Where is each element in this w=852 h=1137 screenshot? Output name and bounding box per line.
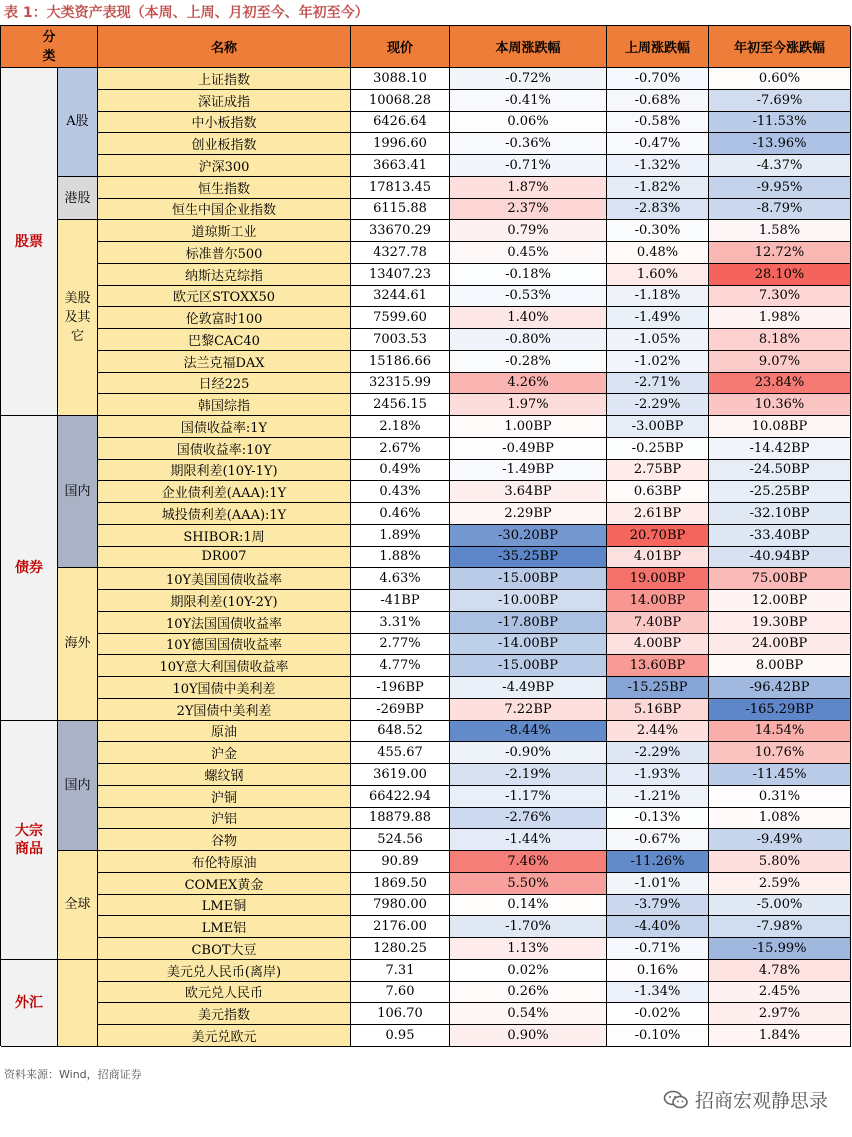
row-price: 1.88% [351, 547, 450, 569]
row-ytd: -9.49% [709, 829, 851, 851]
row-this-week: -1.17% [450, 786, 607, 808]
row-ytd: 23.84% [709, 373, 851, 395]
row-name: 10Y德国国债收益率 [98, 634, 351, 656]
row-name: 美元兑欧元 [98, 1025, 351, 1047]
row-price: 10068.28 [351, 90, 450, 112]
row-this-week: 1.40% [450, 307, 607, 329]
row-this-week: 0.79% [450, 220, 607, 242]
row-price: 17813.45 [351, 177, 450, 199]
row-name: 韩国综指 [98, 394, 351, 416]
row-name: LME铝 [98, 916, 351, 938]
row-name: 恒生中国企业指数 [98, 199, 351, 221]
row-ytd: 19.30BP [709, 612, 851, 634]
row-last-week: 7.40BP [607, 612, 709, 634]
row-price: 4.63% [351, 568, 450, 590]
row-name: 10Y意大利国债收益率 [98, 655, 351, 677]
row-this-week: -1.44% [450, 829, 607, 851]
row-this-week: 0.06% [450, 112, 607, 134]
row-last-week: -0.25BP [607, 438, 709, 460]
row-name: 国债收益率:1Y [98, 416, 351, 438]
row-last-week: 19.00BP [607, 568, 709, 590]
row-price: 2456.15 [351, 394, 450, 416]
row-price: 32315.99 [351, 373, 450, 395]
row-last-week: 0.16% [607, 960, 709, 982]
category-label: 外汇 [1, 960, 58, 1047]
header-category-char: 分 [42, 29, 56, 45]
row-last-week: 13.60BP [607, 655, 709, 677]
row-ytd: 2.97% [709, 1003, 851, 1025]
row-last-week: -1.82% [607, 177, 709, 199]
row-name: 企业债利差(AAA):1Y [98, 481, 351, 503]
row-ytd: -4.37% [709, 155, 851, 177]
row-ytd: 28.10% [709, 264, 851, 286]
row-ytd: -5.00% [709, 895, 851, 917]
row-last-week: 0.63BP [607, 481, 709, 503]
subcategory-label: 海外 [58, 568, 98, 720]
row-last-week: -0.30% [607, 220, 709, 242]
row-this-week: 1.13% [450, 938, 607, 960]
row-name: 美元指数 [98, 1003, 351, 1025]
row-name: 美元兑人民币(离岸) [98, 960, 351, 982]
row-ytd: 14.54% [709, 721, 851, 743]
row-name: 标准普尔500 [98, 242, 351, 264]
row-price: 4.77% [351, 655, 450, 677]
row-price: 7980.00 [351, 895, 450, 917]
row-this-week: 3.64BP [450, 481, 607, 503]
table-caption: 表 1：大类资产表现（本周、上周、月初至今、年初至今） [4, 5, 369, 21]
row-name: 上证指数 [98, 68, 351, 90]
row-name: 布伦特原油 [98, 851, 351, 873]
row-last-week: -2.71% [607, 373, 709, 395]
row-ytd: -15.99% [709, 938, 851, 960]
row-this-week: 4.26% [450, 373, 607, 395]
row-price: 33670.29 [351, 220, 450, 242]
row-this-week: 0.45% [450, 242, 607, 264]
row-ytd: 7.30% [709, 286, 851, 308]
subcategory-label: 国内 [58, 721, 98, 852]
row-price: 455.67 [351, 742, 450, 764]
row-price: 90.89 [351, 851, 450, 873]
source-note: 资料来源：Wind，招商证券 [4, 1068, 142, 1081]
row-this-week: -0.49BP [450, 438, 607, 460]
row-this-week: 0.14% [450, 895, 607, 917]
row-price: 7.31 [351, 960, 450, 982]
row-this-week: -8.44% [450, 721, 607, 743]
row-name: 沪铜 [98, 786, 351, 808]
row-last-week: 2.75BP [607, 460, 709, 482]
row-price: 2176.00 [351, 916, 450, 938]
row-name: DR007 [98, 547, 351, 569]
subcategory-label: A股 [58, 68, 98, 177]
row-this-week: -0.36% [450, 133, 607, 155]
row-this-week: -0.28% [450, 351, 607, 373]
row-this-week: -1.49BP [450, 460, 607, 482]
row-ytd: 8.18% [709, 329, 851, 351]
row-this-week: -0.72% [450, 68, 607, 90]
row-ytd: 24.00BP [709, 634, 851, 656]
subcategory-label [58, 960, 98, 1047]
row-price: 4327.78 [351, 242, 450, 264]
row-last-week: -1.93% [607, 764, 709, 786]
row-ytd: -11.53% [709, 112, 851, 134]
row-last-week: -0.13% [607, 808, 709, 830]
row-this-week: 2.29BP [450, 503, 607, 525]
row-price: 0.43% [351, 481, 450, 503]
row-name: 欧元兑人民币 [98, 982, 351, 1004]
row-name: CBOT大豆 [98, 938, 351, 960]
row-ytd: -7.98% [709, 916, 851, 938]
subcategory-label: 港股 [58, 177, 98, 221]
row-this-week: -0.71% [450, 155, 607, 177]
row-name: 10Y国债中美利差 [98, 677, 351, 699]
row-this-week: 2.37% [450, 199, 607, 221]
row-last-week: -1.18% [607, 286, 709, 308]
row-name: 创业板指数 [98, 133, 351, 155]
row-ytd: -11.45% [709, 764, 851, 786]
row-name: 恒生指数 [98, 177, 351, 199]
row-price: 6426.64 [351, 112, 450, 134]
row-ytd: -7.69% [709, 90, 851, 112]
row-ytd: -8.79% [709, 199, 851, 221]
row-ytd: -40.94BP [709, 547, 851, 569]
row-name: 伦敦富时100 [98, 307, 351, 329]
watermark [663, 1086, 828, 1113]
row-ytd: 1.08% [709, 808, 851, 830]
row-price: 3088.10 [351, 68, 450, 90]
row-ytd: 8.00BP [709, 655, 851, 677]
header-last-week: 上周涨跌幅 [607, 26, 709, 68]
row-ytd: 5.80% [709, 851, 851, 873]
row-last-week: -0.67% [607, 829, 709, 851]
row-ytd: 1.58% [709, 220, 851, 242]
row-name: 道琼斯工业 [98, 220, 351, 242]
row-name: 法兰克福DAX [98, 351, 351, 373]
row-this-week: -15.00BP [450, 568, 607, 590]
row-name: COMEX黄金 [98, 873, 351, 895]
row-last-week: -0.47% [607, 133, 709, 155]
row-this-week: -30.20BP [450, 525, 607, 547]
row-ytd: 1.98% [709, 307, 851, 329]
row-ytd: -165.29BP [709, 699, 851, 721]
row-name: 期限利差(10Y-1Y) [98, 460, 351, 482]
row-last-week: -0.71% [607, 938, 709, 960]
row-price: 3244.61 [351, 286, 450, 308]
row-name: 沪金 [98, 742, 351, 764]
row-name: 2Y国债中美利差 [98, 699, 351, 721]
category-label: 股票 [1, 68, 58, 416]
row-last-week: -0.68% [607, 90, 709, 112]
row-price: 1996.60 [351, 133, 450, 155]
row-this-week: -4.49BP [450, 677, 607, 699]
row-ytd: -32.10BP [709, 503, 851, 525]
row-this-week: -0.80% [450, 329, 607, 351]
row-ytd: 10.76% [709, 742, 851, 764]
row-last-week: 2.44% [607, 721, 709, 743]
row-last-week: 4.01BP [607, 547, 709, 569]
row-this-week: -17.80BP [450, 612, 607, 634]
row-price: 0.49% [351, 460, 450, 482]
row-price: 1.89% [351, 525, 450, 547]
row-price: -41BP [351, 590, 450, 612]
row-ytd: -13.96% [709, 133, 851, 155]
row-last-week: -1.34% [607, 982, 709, 1004]
row-last-week: -1.05% [607, 329, 709, 351]
row-ytd: 10.36% [709, 394, 851, 416]
row-last-week: 0.48% [607, 242, 709, 264]
row-last-week: -0.58% [607, 112, 709, 134]
row-price: 2.67% [351, 438, 450, 460]
row-this-week: 5.50% [450, 873, 607, 895]
row-price: 6115.88 [351, 199, 450, 221]
row-name: 日经225 [98, 373, 351, 395]
row-this-week: -0.90% [450, 742, 607, 764]
row-name: 沪深300 [98, 155, 351, 177]
row-ytd: -25.25BP [709, 481, 851, 503]
row-name: 10Y法国国债收益率 [98, 612, 351, 634]
row-price: 1280.25 [351, 938, 450, 960]
row-price: 106.70 [351, 1003, 450, 1025]
row-name: 中小板指数 [98, 112, 351, 134]
row-price: 3.31% [351, 612, 450, 634]
row-ytd: 4.78% [709, 960, 851, 982]
row-price: -269BP [351, 699, 450, 721]
row-last-week: -1.32% [607, 155, 709, 177]
row-last-week: 5.16BP [607, 699, 709, 721]
header-price: 现价 [351, 26, 450, 68]
row-this-week: -0.41% [450, 90, 607, 112]
row-this-week: -14.00BP [450, 634, 607, 656]
header-category-char: 类 [42, 48, 56, 64]
row-this-week: -15.00BP [450, 655, 607, 677]
row-ytd: 2.59% [709, 873, 851, 895]
row-price: 0.46% [351, 503, 450, 525]
row-name: LME铜 [98, 895, 351, 917]
row-ytd: 0.60% [709, 68, 851, 90]
row-ytd: 1.84% [709, 1025, 851, 1047]
row-this-week: 1.97% [450, 394, 607, 416]
row-ytd: 12.72% [709, 242, 851, 264]
row-this-week: -10.00BP [450, 590, 607, 612]
row-last-week: -3.00BP [607, 416, 709, 438]
asset-performance-table [0, 25, 850, 1046]
row-price: 66422.94 [351, 786, 450, 808]
row-ytd: 2.45% [709, 982, 851, 1004]
row-ytd: 12.00BP [709, 590, 851, 612]
row-name: 城投债利差(AAA):1Y [98, 503, 351, 525]
header-name: 名称 [98, 26, 351, 68]
watermark-text: 招商宏观静思录 [694, 1090, 828, 1112]
row-last-week: 14.00BP [607, 590, 709, 612]
row-ytd: -96.42BP [709, 677, 851, 699]
row-name: 沪铝 [98, 808, 351, 830]
row-this-week: 7.46% [450, 851, 607, 873]
row-this-week: 0.54% [450, 1003, 607, 1025]
row-this-week: 0.26% [450, 982, 607, 1004]
row-price: 15186.66 [351, 351, 450, 373]
row-name: 原油 [98, 721, 351, 743]
row-last-week: 2.61BP [607, 503, 709, 525]
row-last-week: -0.02% [607, 1003, 709, 1025]
row-last-week: 4.00BP [607, 634, 709, 656]
row-last-week: -1.02% [607, 351, 709, 373]
row-this-week: 0.90% [450, 1025, 607, 1047]
row-ytd: 0.31% [709, 786, 851, 808]
row-ytd: -33.40BP [709, 525, 851, 547]
row-ytd: -24.50BP [709, 460, 851, 482]
row-ytd: -9.95% [709, 177, 851, 199]
row-name: 深证成指 [98, 90, 351, 112]
row-price: 18879.88 [351, 808, 450, 830]
row-name: 纳斯达克综指 [98, 264, 351, 286]
row-name: 欧元区STOXX50 [98, 286, 351, 308]
row-this-week: -0.53% [450, 286, 607, 308]
row-name: 谷物 [98, 829, 351, 851]
row-this-week: 0.02% [450, 960, 607, 982]
header-category [1, 26, 98, 68]
row-price: 648.52 [351, 721, 450, 743]
row-name: 期限利差(10Y-2Y) [98, 590, 351, 612]
header-this-week: 本周涨跌幅 [450, 26, 607, 68]
row-this-week: -2.19% [450, 764, 607, 786]
category-label: 债券 [1, 416, 58, 721]
row-ytd: 9.07% [709, 351, 851, 373]
row-price: 0.95 [351, 1025, 450, 1047]
row-price: -196BP [351, 677, 450, 699]
row-price: 2.18% [351, 416, 450, 438]
row-price: 7003.53 [351, 329, 450, 351]
row-name: SHIBOR:1周 [98, 525, 351, 547]
row-last-week: -0.10% [607, 1025, 709, 1047]
row-name: 巴黎CAC40 [98, 329, 351, 351]
row-this-week: -35.25BP [450, 547, 607, 569]
row-price: 7.60 [351, 982, 450, 1004]
row-last-week: -11.26% [607, 851, 709, 873]
wechat-icon [663, 1090, 689, 1110]
row-this-week: 1.87% [450, 177, 607, 199]
row-name: 螺纹钢 [98, 764, 351, 786]
subcategory-label: 美股及其它 [58, 220, 98, 416]
row-last-week: 1.60% [607, 264, 709, 286]
row-price: 13407.23 [351, 264, 450, 286]
row-last-week: -2.83% [607, 199, 709, 221]
row-price: 3663.41 [351, 155, 450, 177]
row-this-week: 1.00BP [450, 416, 607, 438]
subcategory-label: 全球 [58, 851, 98, 960]
row-ytd: 75.00BP [709, 568, 851, 590]
row-ytd: -14.42BP [709, 438, 851, 460]
category-label: 大宗商品 [1, 721, 58, 960]
row-last-week: -0.70% [607, 68, 709, 90]
row-price: 1869.50 [351, 873, 450, 895]
row-this-week: -1.70% [450, 916, 607, 938]
row-last-week: -1.21% [607, 786, 709, 808]
row-this-week: -2.76% [450, 808, 607, 830]
row-name: 10Y美国国债收益率 [98, 568, 351, 590]
row-price: 3619.00 [351, 764, 450, 786]
row-ytd: 10.08BP [709, 416, 851, 438]
row-last-week: -3.79% [607, 895, 709, 917]
header-ytd: 年初至今涨跌幅 [709, 26, 851, 68]
row-this-week: 7.22BP [450, 699, 607, 721]
row-price: 524.56 [351, 829, 450, 851]
row-last-week: -1.49% [607, 307, 709, 329]
subcategory-label: 国内 [58, 416, 98, 568]
row-name: 国债收益率:10Y [98, 438, 351, 460]
row-last-week: -2.29% [607, 394, 709, 416]
row-price: 2.77% [351, 634, 450, 656]
row-last-week: -15.25BP [607, 677, 709, 699]
row-last-week: -4.40% [607, 916, 709, 938]
row-last-week: 20.70BP [607, 525, 709, 547]
row-last-week: -2.29% [607, 742, 709, 764]
row-last-week: -1.01% [607, 873, 709, 895]
row-this-week: -0.18% [450, 264, 607, 286]
row-price: 7599.60 [351, 307, 450, 329]
